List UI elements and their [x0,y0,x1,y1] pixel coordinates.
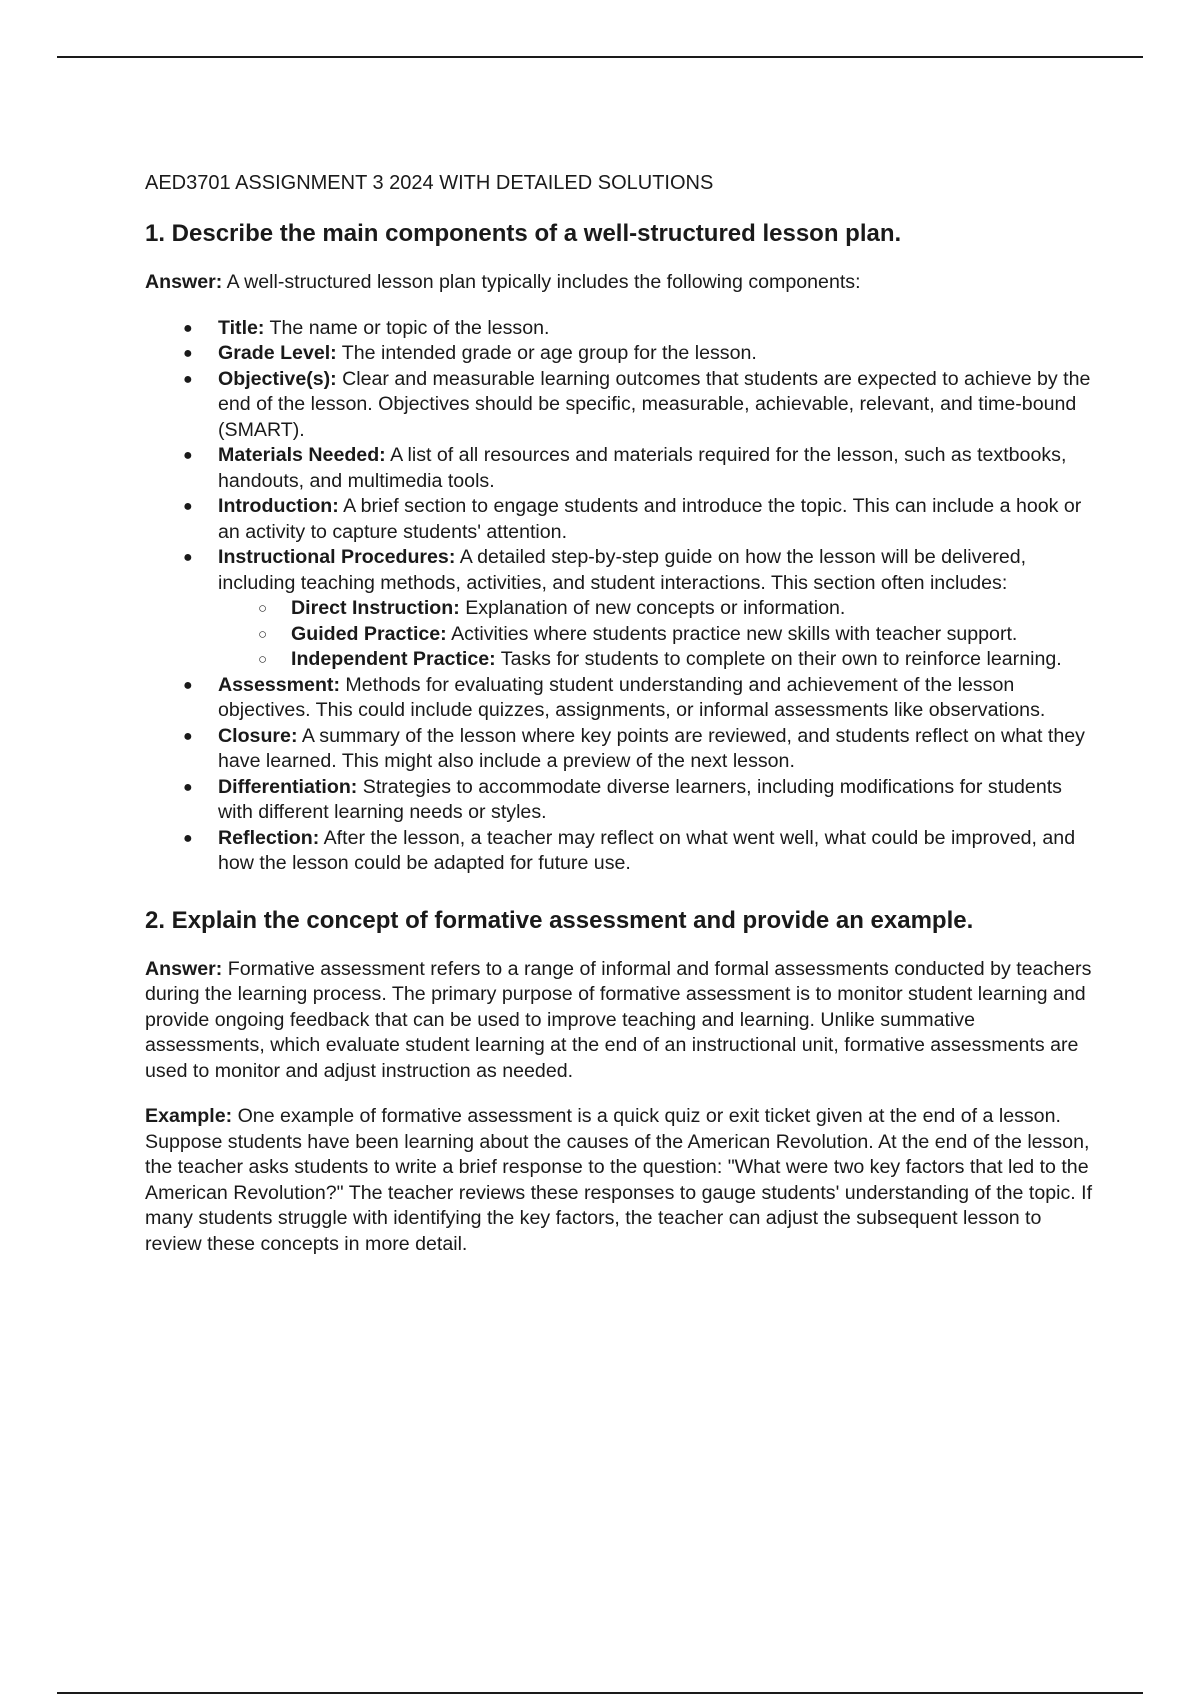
bullet-icon: ● [183,829,193,847]
subitem-text: Activities where students practice new skills with teacher support. [446,622,1018,645]
item-label: Closure: [218,724,298,747]
item-text: The name or topic of the lesson. [264,316,550,339]
question-1-answer [145,270,1100,296]
circle-bullet-icon: ○ [258,651,268,668]
subitem-label: Independent Practice: [291,648,496,670]
item-text: Strategies to accommodate diverse learners, including modifications for students with different learning needs or styles. [218,775,1062,823]
item-label: Materials Needed: [218,444,386,466]
item-text: A summary of the lesson where key points are reviewed, and students reflect on what they have learned. This might also include a preview of the next lesson. [218,724,1085,772]
item-text: Clear and measurable learning outcomes that students are expected to achieve by the end of the lesson. Objectives should be specific, measurable, achievable, relevant, and time-bound (SMART). [218,367,1091,441]
bottom-rule [57,1692,1143,1694]
question-2-answer [145,957,1100,1085]
subitem-label: Direct Instruction: [291,597,460,619]
subitem-text: Explanation of new concepts or information. [459,597,846,619]
subitem-text: Tasks for students to complete on their own to reinforce learning. [495,648,1062,670]
bullet-icon: ● [183,778,193,796]
procedures-sublist [218,596,1100,673]
item-text: After the lesson, a teacher may reflect on what went well, what could be improved, and how the lesson could be adapted for future use. [218,826,1076,874]
item-label: Title: [218,316,265,339]
item-label: Objective(s): [218,367,337,390]
item-label: Assessment: [218,673,340,696]
document-body [145,168,1100,1277]
list-item [145,367,1100,444]
bullet-icon: ● [183,319,193,337]
item-text: A list of all resources and materials required for the lesson, such as textbooks, handouts, and multimedia tools. [218,444,1067,492]
item-text: A detailed step-by-step guide on how the lesson will be delivered, including teaching methods, activities, and student interactions. This section often includes: [218,546,1027,594]
item-text: A brief section to engage students and introduce the topic. This can include a hook or an activity to capture students' attention. [218,495,1082,543]
item-text: Methods for evaluating student understanding and achievement of the lesson objectives. This could include quizzes, assignments, or informal assessments like observations. [218,673,1046,721]
bullet-icon: ● [183,676,193,694]
list-item [145,673,1100,724]
item-label: Reflection: [218,826,320,849]
sub-list-item [218,647,1100,673]
list-item [145,443,1100,494]
components-list [145,316,1100,877]
question-2-example [145,1104,1100,1257]
item-label: Differentiation: [218,775,358,798]
answer-text: A well-structured lesson plan typically includes the following components: [222,271,861,293]
item-text: The intended grade or age group for the lesson. [336,342,757,364]
list-item [145,316,1100,342]
top-rule [57,56,1143,58]
answer-text: Formative assessment refers to a range of informal and formal assessments conducted by teachers during the learning process. The primary purpose of formative assessment is to monitor student learning and provide ongoing feedback that can be used to improve teaching and learning. Unlike summative assessments, which evaluate student learning at the end of an instructional unit, formative assessments are used to monitor and adjust instruction as needed. [145,957,1092,1082]
answer-label: Answer: [145,271,223,293]
list-item [145,724,1100,775]
bullet-icon: ● [183,549,193,566]
sub-list-item [218,622,1100,648]
example-text: One example of formative assessment is a quick quiz or exit ticket given at the end of a lesson. Suppose students have been learning about the causes of the American Revolution. At the end of the lesson, the teacher asks students to write a brief response to the question: "What were two key factors that led to the American Revolution?" The teacher reviews these responses to gauge students' understanding of the topic. If many students struggle with identifying the key factors, the teacher can adjust the subsequent lesson to review these concepts in more detail. [145,1105,1093,1255]
bullet-icon: ● [183,345,193,362]
list-item [145,826,1100,877]
bullet-icon: ● [183,498,193,515]
example-label: Example: [145,1105,233,1127]
list-item [145,545,1100,673]
item-label: Grade Level: [218,342,337,364]
sub-list-item [218,596,1100,622]
item-label: Instructional Procedures: [218,546,456,568]
bullet-icon: ● [183,447,193,464]
bullet-icon: ● [183,727,193,745]
question-2-heading: 2. Explain the concept of formative assessment and provide an example. [145,906,974,934]
answer-label: Answer: [145,957,223,980]
circle-bullet-icon: ○ [258,625,268,643]
circle-bullet-icon: ○ [258,600,268,617]
question-1-heading: 1. Describe the main components of a well-structured lesson plan. [145,220,902,247]
item-label: Introduction: [218,495,339,517]
document-title: AED3701 ASSIGNMENT 3 2024 WITH DETAILED SOLUTIONS [145,172,714,194]
list-item [145,494,1100,545]
list-item [145,775,1100,826]
subitem-label: Guided Practice: [291,622,447,645]
list-item [145,341,1100,367]
bullet-icon: ● [183,370,193,388]
